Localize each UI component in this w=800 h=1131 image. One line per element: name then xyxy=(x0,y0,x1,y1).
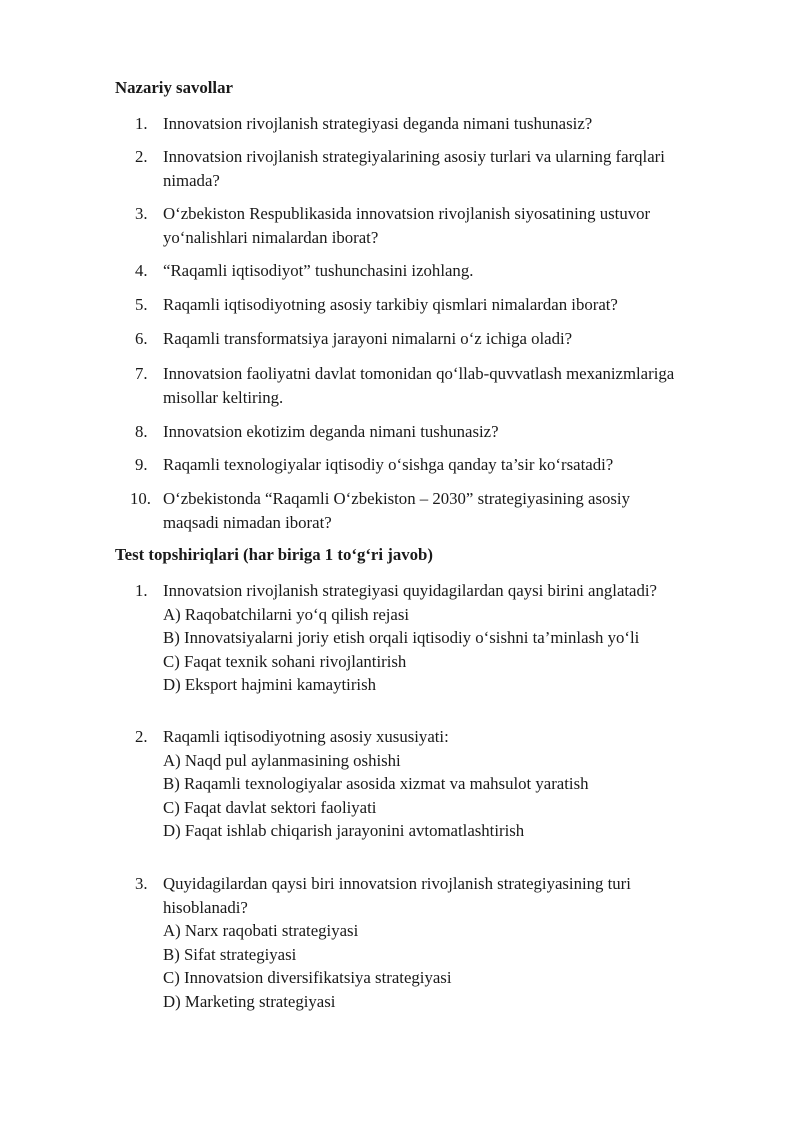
answer-option-a: A) Naqd pul aylanmasining oshishi xyxy=(163,750,401,770)
question-text: Innovatsion rivojlanish strategiyasi deganda nimani tushunasiz? xyxy=(163,114,593,133)
question-number: 5. xyxy=(135,295,148,314)
question-number: 3. xyxy=(135,204,148,223)
answer-option-a: A) Narx raqobati strategiyasi xyxy=(163,921,359,940)
question-text: “Raqamli iqtisodiyot” tushunchasini izohlang. xyxy=(163,261,474,280)
question-text: O‘zbekistonda “Raqamli O‘zbekiston – 2030” strategiyasining asosiy maqsadi nimadan iborat? xyxy=(163,489,630,532)
question-text: Innovatsion rivojlanish strategiyasi quyidagilardan qaysi birini anglatadi? A) Raqobatchilarni yo‘q qilish rejasi B) Innovatsiyalarni joriy etish orqali iqtisodiy o‘sishni ta’minlash yo‘li C) Faqat texnik sohani rivojlantirish D) Eksport hajmini kamaytirish xyxy=(163,579,738,697)
question-text: Raqamli iqtisodiyotning asosiy xususiyati: A) Naqd pul aylanmasining oshishi B) Raqamli texnologiyalar asosida xizmat va mahsulot yaratish C) Faqat davlat sektori faoliyati D) Faqat ishlab chiqarish jarayonini avtomatlashtirish xyxy=(163,725,738,843)
question-number: 2. xyxy=(135,727,148,746)
question-text: Raqamli iqtisodiyotning asosiy tarkibiy qismlari nimalardan iborat? xyxy=(163,295,618,314)
question-number: 2. xyxy=(135,147,148,166)
question-number: 1. xyxy=(135,114,148,133)
theory-heading: Nazariy savollar xyxy=(115,78,233,97)
answer-option-d: D) Eksport hajmini kamaytirish xyxy=(163,675,376,694)
question-text: Raqamli transformatsiya jarayoni nimalarni o‘z ichiga oladi? xyxy=(163,329,573,348)
question-text: Raqamli texnologiyalar iqtisodiy o‘sishga qanday ta’sir ko‘rsatadi? xyxy=(163,455,614,474)
question-text: Innovatsion rivojlanish strategiyalarining asosiy turlari va ularning farqlari nimada? xyxy=(163,147,665,190)
answer-option-b: B) Raqamli texnologiyalar asosida xizmat va mahsulot yaratish xyxy=(163,774,589,793)
answer-option-c: C) Faqat davlat sektori faoliyati xyxy=(163,797,377,817)
answer-option-c: C) Faqat texnik sohani rivojlantirish xyxy=(163,651,407,671)
question-number: 8. xyxy=(135,422,148,441)
answer-option-c: C) Innovatsion diversifikatsiya strategiyasi xyxy=(163,968,452,987)
question-number: 10. xyxy=(130,489,151,508)
question-text: Innovatsion ekotizim deganda nimani tushunasiz? xyxy=(163,422,499,441)
answer-option-a: A) Raqobatchilarni yo‘q qilish rejasi xyxy=(163,604,410,624)
question-text: O‘zbekiston Respublikasida innovatsion rivojlanish siyosatining ustuvor yo‘nalishlari nimalardan iborat? xyxy=(163,204,651,247)
question-number: 7. xyxy=(135,364,148,383)
question-number: 9. xyxy=(135,455,148,474)
question-number: 3. xyxy=(135,874,148,893)
answer-option-b: B) Innovatsiyalarni joriy etish orqali iqtisodiy o‘sishni ta’minlash yo‘li xyxy=(163,628,640,647)
question-number: 4. xyxy=(135,261,148,280)
answer-option-b: B) Sifat strategiyasi xyxy=(163,944,297,964)
question-number: 6. xyxy=(135,329,148,348)
question-number: 1. xyxy=(135,581,148,600)
answer-option-d: D) Marketing strategiyasi xyxy=(163,991,336,1011)
answer-option-d: D) Faqat ishlab chiqarish jarayonini avtomatlashtirish xyxy=(163,821,525,840)
question-text: Innovatsion faoliyatni davlat tomonidan qo‘llab-quvvatlash mexanizmlariga misollar keltiring. xyxy=(163,364,675,407)
tests-heading: Test topshiriqlari (har biriga 1 to‘g‘ri javob) xyxy=(115,545,433,564)
question-text: Quyidagilardan qaysi biri innovatsion rivojlanish strategiyasining turi hisoblanadi? A) Narx raqobati strategiyasi B) Sifat strategiyasi C) Innovatsion diversifikatsiya strategiyasi D) Marketing strategiyasi xyxy=(163,872,738,1013)
